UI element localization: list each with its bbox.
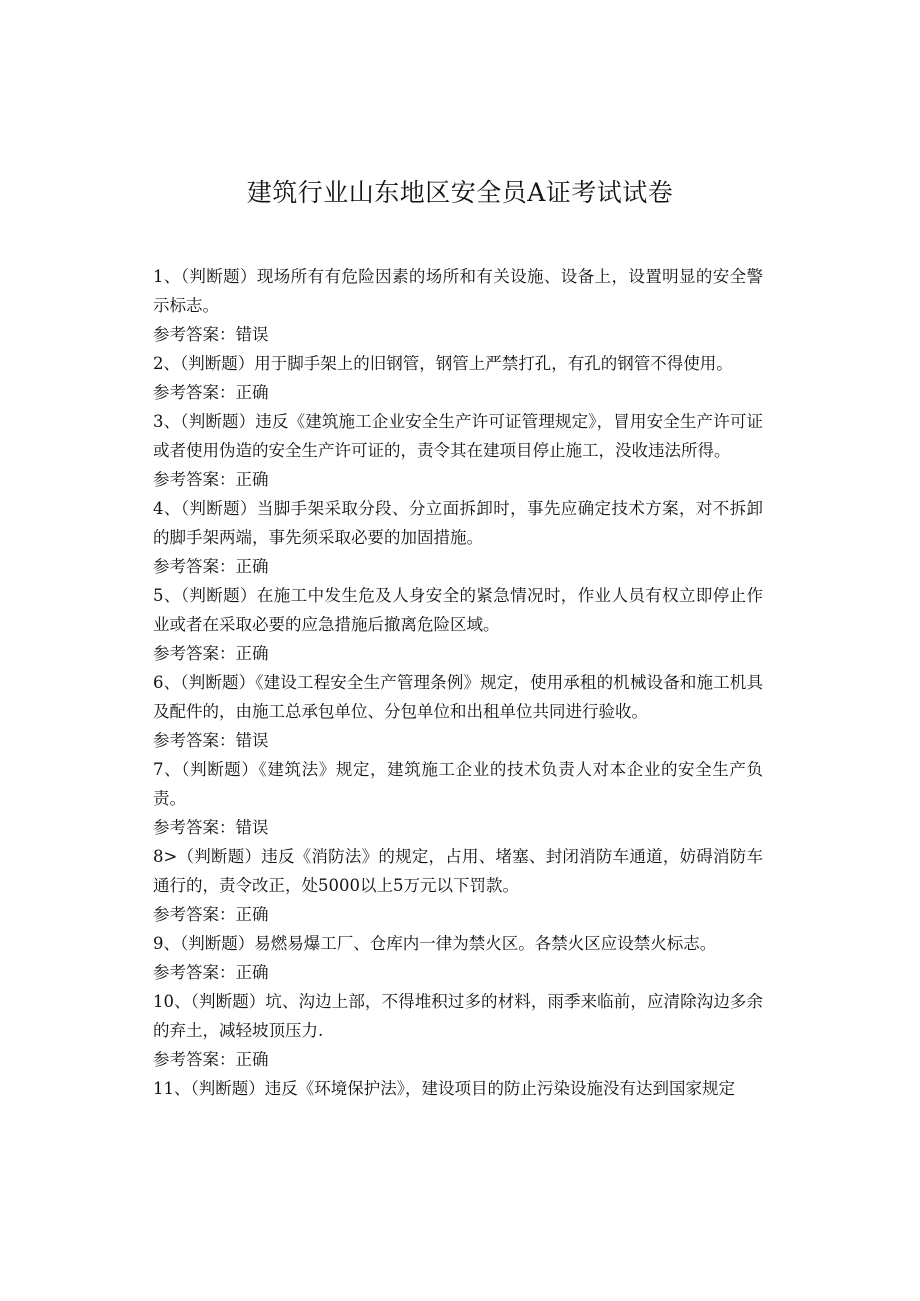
question-9: 9、（判断题）易燃易爆工厂、仓库内一律为禁火区。各禁火区应设禁火标志。 bbox=[153, 934, 717, 953]
document-title: 建筑行业山东地区安全员A证考试试卷 bbox=[246, 178, 674, 207]
question-4: 4、（判断题）当脚手架采取分段、分立面拆卸时，事先应确定技术方案，对不拆卸的脚手架两端，事先须采取必要的加固措施。 bbox=[153, 499, 763, 547]
question-3: 3、（判断题）违反《建筑施工企业安全生产许可证管理规定》，冒用安全生产许可证或者使用伪造的安全生产许可证的，责令其在建项目停止施工，没收违法所得。 bbox=[153, 412, 763, 460]
question-10: 10、（判断题）坑、沟边上部，不得堆积过多的材料，雨季来临前，应清除沟边多余的弃土，减轻坡顶压力. bbox=[153, 992, 763, 1040]
question-8: 8>（判断题）违反《消防法》的规定，占用、堵塞、封闭消防车通道，妨碍消防车通行的，责令改正，处5000以上5万元以下罚款。 bbox=[153, 847, 763, 895]
answer-1: 参考答案：错误 bbox=[153, 325, 269, 344]
question-list bbox=[153, 262, 763, 1103]
answer-3: 参考答案：正确 bbox=[153, 470, 269, 489]
answer-9: 参考答案：正确 bbox=[153, 963, 269, 982]
answer-8: 参考答案：正确 bbox=[153, 905, 269, 924]
question-5: 5、（判断题）在施工中发生危及人身安全的紧急情况时，作业人员有权立即停止作业或者在采取必要的应急措施后撤离危险区域。 bbox=[153, 586, 763, 634]
answer-4: 参考答案：正确 bbox=[153, 557, 269, 576]
answer-7: 参考答案：错误 bbox=[153, 818, 269, 837]
answer-2: 参考答案：正确 bbox=[153, 383, 269, 402]
question-6: 6、（判断题）《建设工程安全生产管理条例》规定，使用承租的机械设备和施工机具及配件的，由施工总承包单位、分包单位和出租单位共同进行验收。 bbox=[153, 673, 763, 721]
question-11: 11、（判断题）违反《环境保护法》，建设项目的防止污染设施没有达到国家规定 bbox=[153, 1079, 735, 1098]
question-1: 1、（判断题）现场所有有危险因素的场所和有关设施、设备上，设置明显的安全警示标志。 bbox=[153, 267, 763, 315]
answer-6: 参考答案：错误 bbox=[153, 731, 269, 750]
question-7: 7、（判断题）《建筑法》规定，建筑施工企业的技术负责人对本企业的安全生产负责。 bbox=[153, 760, 763, 808]
answer-5: 参考答案：正确 bbox=[153, 644, 269, 663]
answer-10: 参考答案：正确 bbox=[153, 1050, 269, 1069]
question-2: 2、（判断题）用于脚手架上的旧钢管，钢管上严禁打孔，有孔的钢管不得使用。 bbox=[153, 354, 733, 373]
